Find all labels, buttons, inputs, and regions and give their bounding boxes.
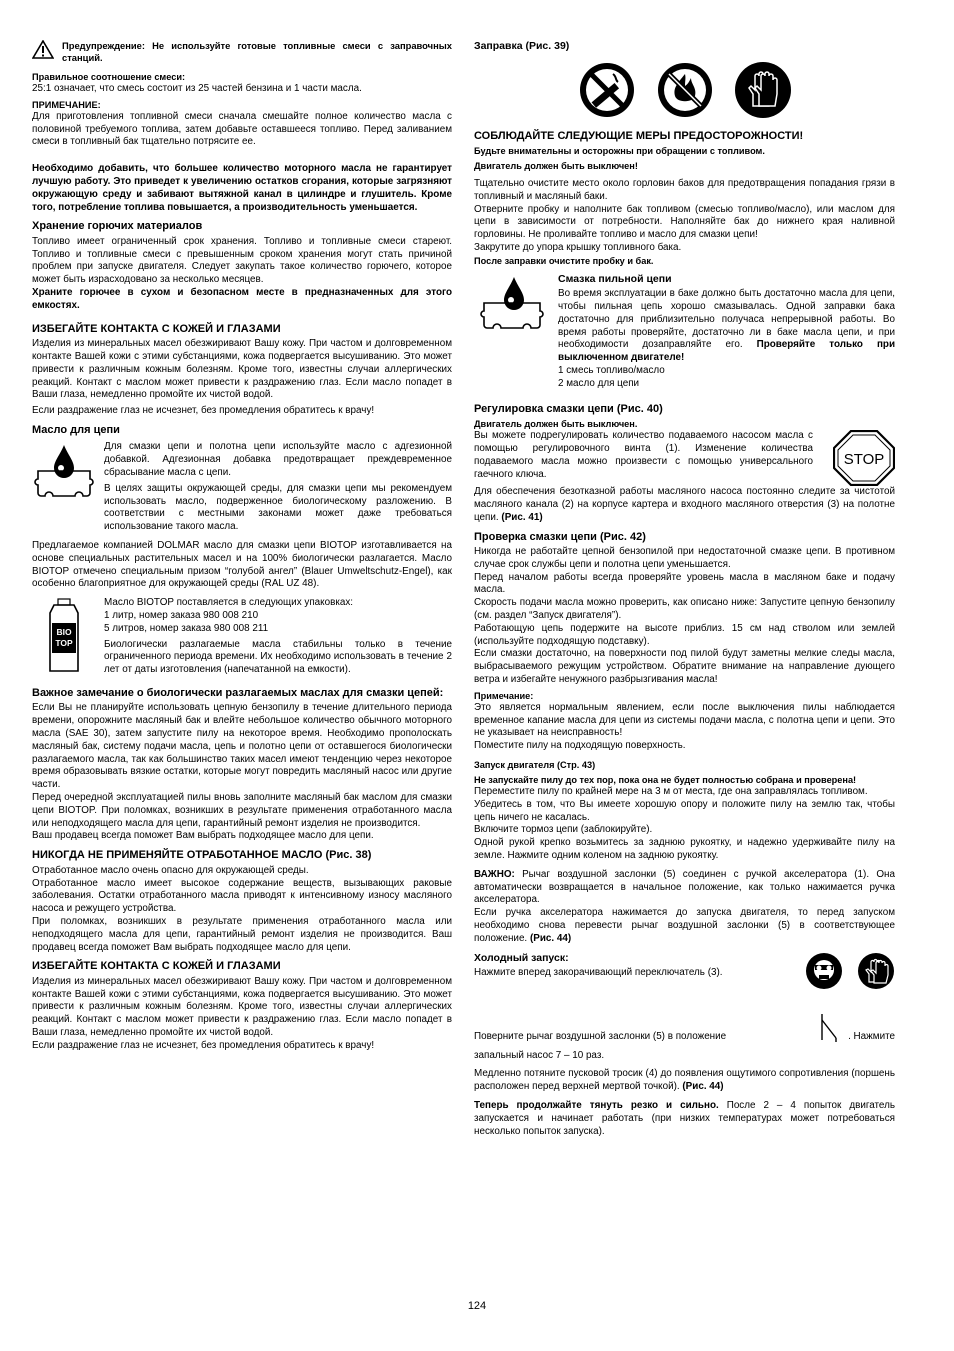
svg-text:TOP: TOP	[55, 638, 73, 649]
start-p1: Переместите пилу по крайней мере на 3 м от места, где она заправлялась топливом.	[474, 786, 868, 797]
start-p3: Включите тормоз цепи (заблокируйте).	[474, 824, 653, 836]
stop-label: STOP	[843, 451, 885, 469]
chain-oil-p2: В целях защиты окружающей среды, для смазки цепи мы рекомендуем использовать масло, подверженное биологическому разложению. В соответствии с местными законами может даже требоваться использование такого масла.	[104, 482, 452, 533]
adjust-block	[474, 430, 895, 486]
check-note-title: Примечание:	[474, 690, 534, 701]
check-p5: Если смазки достаточно, на поверхности под пилой будут заметны мелкие следы масла, выбрасываемого режущим устройством. Обратите внимание на направление дующего ветра и избегайте ненужного разбрызгивания масла!	[474, 648, 895, 686]
biotop-text: Предлагаемое компанией DOLMAR масло для смазки цепи BIOTOP изготавливается на основе специальных растительных масел и на 100% биологически разлагается. Масло BIOTOP отмечено специальным призом “голубой ангел” (Blauer Umweltschutz-Engel), как особенно благоприятное для окружающей среды (RAL UZ 48).	[32, 540, 452, 590]
adjust-ref: (Рис. 41)	[501, 511, 543, 523]
page-number: 124	[467, 1300, 487, 1312]
pull-text	[474, 1068, 895, 1094]
last-text	[474, 1100, 895, 1138]
cold-p1: Нажмите вперед закорачивающий переключатель (3).	[474, 967, 723, 979]
skin-heading-1: ИЗБЕГАЙТЕ КОНТАКТА С КОЖЕЙ И ГЛАЗАМИ	[32, 322, 281, 335]
waste-p1: Отработанное масло очень опасно для окружающей среды.	[32, 864, 309, 876]
cold-start-block	[474, 952, 895, 990]
waste-p2: Отработанное масло имеет высокое содержание веществ, вызывающих раковые заболевания. Остатки отработанного масла приводят к интенсивному износу масляного насоса и режущего устройства.	[32, 877, 452, 915]
start-bold: Не запускайте пилу до тех пор, пока она не будет полностью собрана и проверена!	[474, 775, 857, 785]
oil-chain-icon-2	[474, 273, 550, 339]
adjust-heading: Регулировка смазки цепи (Рис. 40)	[474, 402, 663, 415]
svg-text:BIO: BIO	[56, 627, 72, 638]
skin-heading-2: ИЗБЕГАЙТЕ КОНТАКТА С КОЖЕЙ И ГЛАЗАМИ	[32, 960, 281, 973]
choke-text-c: запальный насос 7 – 10 раз.	[474, 1049, 605, 1061]
important-ref: (Рис. 44)	[529, 932, 572, 944]
bio-p2: Перед очередной эксплуатацией пилы вновь заполните масляный бак маслом для смазки цепи BIOTOP. При поломках, возникших в результате применения отработанного масла или неподходящего масла для цепи, гарантийный ремонт изделия не производится.	[32, 792, 452, 829]
storage-bold: Храните горючее в сухом и безопасном месте в предназначенных для этого емкостях.	[32, 287, 452, 311]
check-heading: Проверка смазки цепи (Рис. 42)	[474, 530, 646, 543]
oil-warning-text: Необходимо добавить, что большее количество моторного масла не гарантирует лучшую работу. Это приведет к увеличению остатков сгорания, которые загрязняют окружающую среду и забивают вытяжной канал в цилиндре и глушитель. Кроме того, потребление топлива повышается, а производительность уменьшается.	[32, 163, 452, 213]
stop-sign-icon	[833, 430, 895, 486]
waste-oil-heading: НИКОГДА НЕ ПРИМЕНЯЙТЕ ОТРАБОТАННОЕ МАСЛО (Рис. 38)	[32, 849, 372, 862]
face-protection-icon	[805, 952, 843, 990]
biotop-pack-block	[32, 597, 452, 677]
start-p4: Одной рукой крепко возьмитесь за заднюю рукоятку, и надежно удерживайте пилу на земле. Нажмите одним коленом на заднюю рукоятку.	[474, 837, 895, 861]
ratio-title: Правильное соотношение смеси:	[32, 72, 186, 82]
pull-ref: (Рис. 44)	[682, 1081, 724, 1093]
note-title: ПРИМЕЧАНИЕ:	[32, 99, 101, 110]
skin-text-2b: Если раздражение глаз не исчезнет, без промедления обратитесь к врачу!	[32, 1039, 375, 1051]
left-column	[32, 40, 452, 1053]
oil-chain-icon	[32, 441, 96, 507]
ratio-text: 25:1 означает, что смесь состоит из 25 частей бензина и 1 части масла.	[32, 83, 362, 94]
start-heading: Запуск двигателя (Стр. 43)	[474, 760, 596, 770]
pack-intro: Масло BIOTOP поставляется в следующих упаковках:	[104, 597, 354, 609]
no-smoking-icon	[577, 60, 637, 120]
check-p4: Работающую цепь подержите на высоте приблиз. 15 см над стволом или землей (используйте подходящую подставку).	[474, 622, 895, 647]
storage-text: Топливо имеет ограниченный срок хранения. Топливо и топливные смеси стареют. Топливо и топливные смеси с превышенным сроком хранения могут стать причиной проблем при запуске двигателя. Следует закупать такое количество горючего, которое может быть израсходовано за несколько месяцев.	[32, 235, 452, 286]
caution-bold-2: Двигатель должен быть выключен!	[474, 161, 638, 171]
choke-text-b: . Нажмите	[848, 1030, 895, 1042]
pack-1: 1 литр, номер заказа 980 008 210	[104, 610, 259, 621]
choke-block	[474, 1012, 895, 1063]
chain-oil-heading: Масло для цепи	[32, 423, 120, 436]
caution-bold-3: После заправки очистите пробку и бак.	[474, 255, 654, 266]
no-fire-icon	[655, 60, 715, 120]
lub-text	[558, 288, 895, 365]
lub-heading: Смазка пильной цепи	[558, 272, 672, 285]
caution-heading: СОБЛЮДАЙТЕ СЛЕДУЮЩИЕ МЕРЫ ПРЕДОСТОРОЖНОСТИ!	[474, 129, 804, 142]
bio-heading: Важное замечание о биологически разлагаемых маслах для смазки цепей:	[32, 686, 444, 699]
note-text: Для приготовления топливной смеси сначала смешайте полное количество масла с половиной требуемого топлива, затем добавьте оставшееся топливо. Перед заливанием смеси в топливный бак тщательно потрясите ее.	[32, 110, 452, 148]
check-p3: Скорость подачи масла можно проверить, как описано ниже: Запустите цепную бензопилу (см. раздел “Запуск двигателя”).	[474, 597, 895, 622]
lub-item-1: 1 смесь топливо/масло	[558, 365, 665, 377]
caution-text-3: Закрутите до упора крышку топливного бака.	[474, 241, 682, 253]
caution-bold-1: Будьте внимательны и осторожны при обращении с топливом.	[474, 146, 765, 156]
lub-bold: Проверяйте только при выключенном двигателе!	[558, 339, 896, 364]
gloves-icon	[733, 60, 793, 120]
bio-p3: Ваш продавец всегда поможет Вам выбрать подходящее масло для цепи.	[32, 830, 374, 842]
skin-text-2: Изделия из минеральных масел обезжиривают Вашу кожу. При частом и долговременном контакте Вашей кожи с этими субстанциями, кожа подвергается высушиванию. Это может привести к различным кожным болезням. Кроме того, известны случаи аллергических реакций. Контакт с маслом может привести к раздражению глаз. Если масло попадет в Ваши глаза, немедленно промойте их чистой водой.	[32, 975, 452, 1039]
check-note-text: Это является нормальным явлением, если после выключения пилы наблюдается временное капание масла для цепи из системы подачи масла, с полотна цепи и цепи. Это не указывает на неисправность!	[474, 701, 895, 739]
skin-text-1b: Если раздражение глаз не исчезнет, без промедления обратитесь к врачу!	[32, 405, 375, 417]
start-p2: Убедитесь в том, что Вы имеете хорошую опору и положите пилу на землю так, чтобы цепь ничего не касалась.	[474, 798, 895, 823]
warning-block	[32, 40, 452, 64]
adjust-bold: Двигатель должен быть выключен.	[474, 419, 638, 430]
last-text-body: После 2 – 4 попыток двигатель запускается и начинает работать (при низких температурах может потребоваться несколько попыток запуска).	[474, 1099, 895, 1137]
fuel-heading: Заправка (Рис. 39)	[474, 40, 570, 52]
warning-text: Предупреждение: Не используйте готовые топливные смеси с заправочных станций.	[62, 40, 452, 63]
choke-text: Поверните рычаг воздушной заслонки (5) в положение	[474, 1030, 727, 1042]
pull-text-body: Медленно потяните пусковой тросик (4) до появления ощутимого сопротивления (поршень расположен перед верхней мертвой точкой).	[474, 1068, 895, 1093]
adjust-text-2-body: Для обеспечения безотказной работы масляного насоса постоянно следите за чистотой масляного канала (2) на корпусе картера и входного масляного отверстия (3) на полотне цепи.	[474, 486, 895, 523]
adjust-text: Вы можете подрегулировать количество подаваемого насосом масла с помощью регулировочного винта (1). Изменение количества подаваемого масла можно произвести с помощью универсального гаечного ключа.	[474, 430, 813, 480]
skin-text-1: Изделия из минеральных масел обезжиривают Вашу кожу. При частом и долговременном контакте Вашей кожи с этими субстанциями, кожа подвергается высушиванию. Это может привести к различным кожным болезням. Кроме того, известны случаи аллергических реакций. Контакт с маслом может привести к раздражению глаз. Если масло попадет в Ваши глаза, немедленно промойте их чистой водой.	[32, 338, 452, 401]
warning-triangle-icon	[32, 40, 54, 59]
gloves-icon-2	[857, 952, 895, 990]
adjust-text-2	[474, 486, 895, 524]
storage-heading: Хранение горючих материалов	[32, 220, 203, 233]
pack-2: 5 литров, номер заказа 980 008 211	[104, 622, 269, 634]
waste-p3: При поломках, возникших в результате применения отработанного масла или неподходящего масла для цепи, гарантийный ремонт изделия не производится. Ваш продавец всегда поможет Вам выбрать подходящее масло для цепи.	[32, 915, 452, 953]
bio-p1: Если Вы не планируйте использовать цепную бензопилу в течение длительного периода времени, опорожните масляный бак и влейте небольшое количество обычного моторного масла (SAE 30), затем запустите пилу на некоторое время. Необходимо прополоскать масляный бак, систему подачи масла, цепь и полотно цепи от оставшегося биологически разлагаемого масла, так как большинство таких масел имеют тенденцию через некоторое время образовывать вязкие остатки, которые могут повредить масляный насос или другие части.	[32, 702, 452, 791]
lub-item-2: 2 масло для цепи	[558, 377, 640, 389]
pack-text: Биологически разлагаемые масла стабильны только в течение ограниченного периода времени. Их необходимо использовать в течение 2 лет от даты изготовления (напечатанной на емкости).	[104, 638, 452, 676]
important-text-2	[474, 907, 895, 945]
cold-heading: Холодный запуск:	[474, 951, 569, 964]
important-body: Рычаг воздушной заслонки (5) соединен с ручкой акселератора (1). Она автоматически возвращается в начальное положение, как только нажимается ручка акселератора.	[474, 868, 895, 906]
check-p2: Перед началом работы всегда проверяйте уровень масла в масляном баке и подачу масла.	[474, 571, 895, 596]
right-column	[474, 40, 895, 1138]
choke-position-icon	[818, 1012, 844, 1044]
lub-text-body: Во время эксплуатации в баке должно быть достаточно масла для цепи, чтобы пильная цепь хорошо смазывалась. Одной заправки бака достаточно для приблизительно получаса непрерывной работы. Во время работы проверяйте, достаточно ли в баке масла цепи, и при необходимости дозаправляйте его.	[558, 288, 895, 351]
lubrication-block	[474, 273, 895, 391]
important-label: ВАЖНО:	[474, 868, 515, 880]
important-body-2: Если ручка акселератора нажимается до запуска двигателя, то перед запуском необходимо снова перевести рычаг воздушной заслонки (5) в соответствующее положение.	[474, 907, 895, 944]
check-p1: Никогда не работайте цепной бензопилой при недостаточной смазке цепи. В противном случае срок службы цепи и полотна цепи уменьшается.	[474, 546, 895, 570]
check-note-text-2: Поместите пилу на подходящую поверхность.	[474, 740, 686, 752]
biotop-bottle-icon	[32, 597, 96, 675]
caution-text: Тщательно очистите место около горловин баков для предотвращения попадания грязи в топливный и масляный баки.	[474, 178, 895, 202]
chain-oil-block	[32, 441, 452, 534]
caution-text-2: Отверните пробку и наполните бак топливом (смесью топливо/масло), или маслом для цепи в зависимости от потребности. Наполняйте бак до нижнего края наливной горловины. Не проливайте топливо и масло для смазки цепи!	[474, 203, 895, 241]
safety-icons	[474, 60, 895, 120]
chain-oil-p1: Для смазки цепи и полотна цепи используйте масло с адгезионной добавкой. Адгезионная добавка предотвращает преждевременное сбрасывание масла с цепи.	[104, 441, 452, 479]
important-text	[474, 869, 895, 907]
last-bold: Теперь продолжайте тянуть резко и сильно.	[474, 1099, 719, 1111]
